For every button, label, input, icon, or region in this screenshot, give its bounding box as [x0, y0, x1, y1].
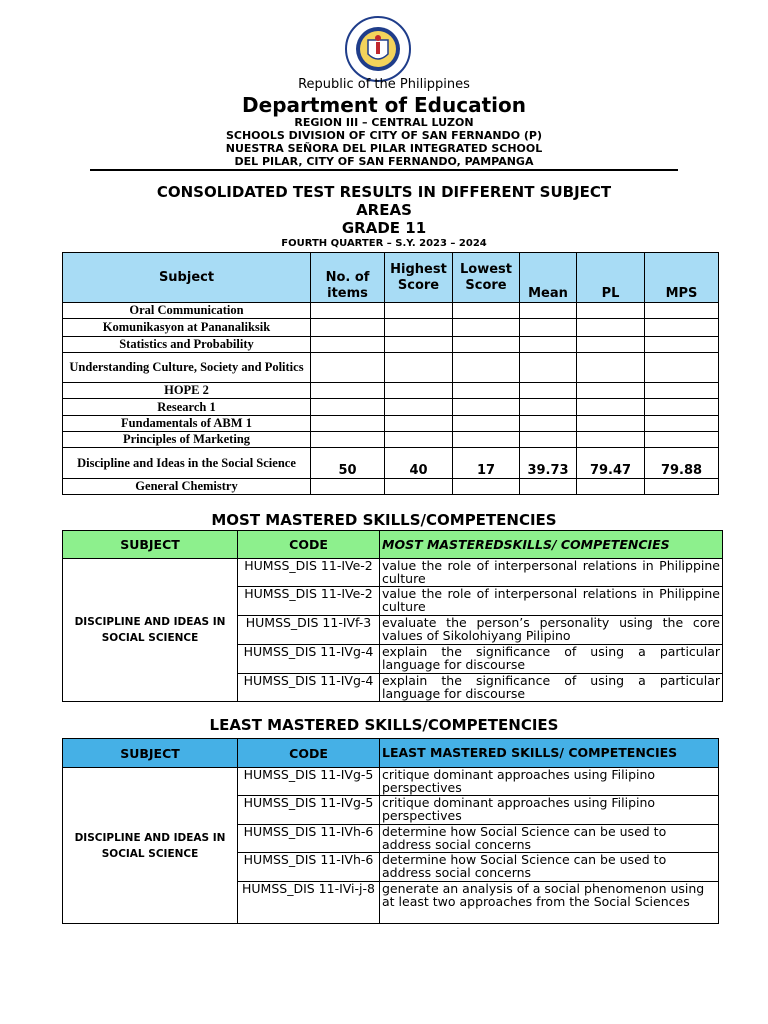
lm-header-competency: LEAST MASTERED SKILLS/ COMPETENCIES — [380, 739, 719, 768]
subject-cell: Discipline and Ideas in the Social Science — [63, 448, 311, 479]
mps-cell: 79.88 — [645, 448, 719, 479]
table-row — [63, 399, 719, 416]
lm-header-subject: SUBJECT — [63, 739, 238, 768]
mm-header-competency: MOST MASTEREDSKILLS/ COMPETENCIES — [380, 531, 723, 559]
code-cell: HUMSS_DIS 11-IVg-5 — [238, 768, 380, 796]
least-mastered-table — [62, 738, 719, 924]
lowest-cell — [453, 303, 520, 319]
most-mastered-table — [62, 530, 723, 702]
code-cell: HUMSS_DIS 11-IVe-2 — [238, 559, 380, 587]
header-pl: PL — [577, 253, 645, 303]
items-cell — [311, 337, 385, 353]
highest-cell: 40 — [385, 448, 453, 479]
code-cell: HUMSS_DIS 11-IVe-2 — [238, 587, 380, 616]
lowest-cell — [453, 479, 520, 495]
highest-cell — [385, 479, 453, 495]
lowest-cell — [453, 383, 520, 399]
items-cell — [311, 432, 385, 448]
mps-cell — [645, 479, 719, 495]
header-mean: Mean — [520, 253, 577, 303]
subject-cell: Oral Communication — [63, 303, 311, 319]
republic-line: Republic of the Philippines — [298, 77, 470, 92]
mean-cell — [520, 383, 577, 399]
subject-cell: Understanding Culture, Society and Politics — [63, 353, 311, 383]
header-items: No. of items — [311, 253, 385, 303]
items-cell — [311, 353, 385, 383]
mm-header-subject: SUBJECT — [63, 531, 238, 559]
competency-cell: explain the significance of using a particular language for discourse — [380, 645, 723, 674]
report-title-line1: CONSOLIDATED TEST RESULTS IN DIFFERENT SUBJECT — [156, 183, 612, 201]
highest-cell — [385, 432, 453, 448]
mps-cell — [645, 399, 719, 416]
competency-cell: critique dominant approaches using Filipino perspectives — [380, 768, 719, 796]
items-cell — [311, 303, 385, 319]
table-row — [63, 303, 719, 319]
lowest-cell — [453, 432, 520, 448]
pl-cell — [577, 479, 645, 495]
mean-cell — [520, 337, 577, 353]
pl-cell — [577, 303, 645, 319]
least-mastered-title: LEAST MASTERED SKILLS/COMPETENCIES — [209, 716, 559, 734]
code-cell: HUMSS_DIS 11-IVf-3 — [238, 616, 380, 645]
highest-cell — [385, 383, 453, 399]
competency-cell: determine how Social Science can be used to address social concerns — [380, 825, 719, 853]
lm-header-code: CODE — [238, 739, 380, 768]
subject-cell: DISCIPLINE AND IDEAS IN SOCIAL SCIENCE — [63, 768, 238, 924]
header-highest: Highest Score — [385, 253, 453, 303]
subject-cell: Statistics and Probability — [63, 337, 311, 353]
header-lowest: Lowest Score — [453, 253, 520, 303]
table-row — [63, 479, 719, 495]
quarter-label: FOURTH QUARTER – S.Y. 2023 – 2024 — [281, 238, 487, 249]
table-row — [63, 768, 719, 796]
highest-cell — [385, 337, 453, 353]
table-row — [63, 416, 719, 432]
most-mastered-title: MOST MASTERED SKILLS/COMPETENCIES — [211, 511, 557, 529]
items-cell — [311, 479, 385, 495]
grade-label: GRADE 11 — [341, 219, 427, 237]
mean-cell: 39.73 — [520, 448, 577, 479]
competency-cell: value the role of interpersonal relations in Philippine culture — [380, 559, 723, 587]
mps-cell — [645, 303, 719, 319]
mps-cell — [645, 319, 719, 337]
lowest-cell — [453, 319, 520, 337]
lowest-cell — [453, 353, 520, 383]
division-line: SCHOOLS DIVISION OF CITY OF SAN FERNANDO (P) — [225, 129, 543, 142]
report-title-line2: AREAS — [356, 201, 412, 219]
mean-cell — [520, 479, 577, 495]
mps-cell — [645, 337, 719, 353]
competency-cell: critique dominant approaches using Filipino perspectives — [380, 796, 719, 825]
subject-cell: Research 1 — [63, 399, 311, 416]
mean-cell — [520, 416, 577, 432]
table-row — [63, 383, 719, 399]
lowest-cell: 17 — [453, 448, 520, 479]
pl-cell — [577, 416, 645, 432]
mps-cell — [645, 416, 719, 432]
mps-cell — [645, 432, 719, 448]
items-cell — [311, 416, 385, 432]
table-row — [63, 353, 719, 383]
mean-cell — [520, 399, 577, 416]
region-line: REGION III – CENTRAL LUZON — [294, 116, 474, 129]
table-row — [63, 448, 719, 479]
pl-cell — [577, 353, 645, 383]
highest-cell — [385, 303, 453, 319]
code-cell: HUMSS_DIS 11-IVh-6 — [238, 825, 380, 853]
items-cell: 50 — [311, 448, 385, 479]
items-cell — [311, 383, 385, 399]
competency-cell: determine how Social Science can be used to address social concerns — [380, 853, 719, 882]
header-subject: Subject — [63, 253, 311, 303]
least-mastered-header-row — [63, 739, 719, 768]
mps-cell — [645, 383, 719, 399]
code-cell: HUMSS_DIS 11-IVh-6 — [238, 853, 380, 882]
code-cell: HUMSS_DIS 11-IVg-4 — [238, 674, 380, 702]
competency-cell: generate an analysis of a social phenomenon using at least two approaches from the Social Sciences — [380, 882, 719, 924]
code-cell: HUMSS_DIS 11-IVg-4 — [238, 645, 380, 674]
school-line: NUESTRA SEÑORA DEL PILAR INTEGRATED SCHOOL — [225, 142, 543, 155]
header-divider — [90, 169, 678, 171]
pl-cell — [577, 337, 645, 353]
highest-cell — [385, 319, 453, 337]
pl-cell: 79.47 — [577, 448, 645, 479]
competency-cell: evaluate the person’s personality using the core values of Sikolohiyang Pilipino — [380, 616, 723, 645]
highest-cell — [385, 416, 453, 432]
deped-seal — [339, 16, 417, 82]
subject-cell: Komunikasyon at Pananaliksik — [63, 319, 311, 337]
lowest-cell — [453, 416, 520, 432]
subject-cell: Principles of Marketing — [63, 432, 311, 448]
most-mastered-header-row — [63, 531, 723, 559]
items-cell — [311, 319, 385, 337]
mean-cell — [520, 353, 577, 383]
lowest-cell — [453, 399, 520, 416]
pl-cell — [577, 319, 645, 337]
subject-cell: General Chemistry — [63, 479, 311, 495]
subject-cell: Fundamentals of ABM 1 — [63, 416, 311, 432]
results-table — [62, 252, 719, 495]
table-row — [63, 432, 719, 448]
lowest-cell — [453, 337, 520, 353]
department-name: Department of Education — [242, 93, 526, 117]
pl-cell — [577, 399, 645, 416]
mean-cell — [520, 303, 577, 319]
highest-cell — [385, 353, 453, 383]
pl-cell — [577, 432, 645, 448]
table-row — [63, 337, 719, 353]
address-line: DEL PILAR, CITY OF SAN FERNANDO, PAMPANGA — [234, 155, 534, 168]
subject-cell: HOPE 2 — [63, 383, 311, 399]
mean-cell — [520, 319, 577, 337]
results-header-row — [63, 253, 719, 303]
mean-cell — [520, 432, 577, 448]
pl-cell — [577, 383, 645, 399]
competency-cell: value the role of interpersonal relations in Philippine culture — [380, 587, 723, 616]
subject-cell: DISCIPLINE AND IDEAS IN SOCIAL SCIENCE — [63, 559, 238, 702]
table-row — [63, 319, 719, 337]
competency-cell: explain the significance of using a particular language for discourse — [380, 674, 723, 702]
header-mps: MPS — [645, 253, 719, 303]
table-row — [63, 559, 723, 587]
code-cell: HUMSS_DIS 11-IVi-j-8 — [238, 882, 380, 924]
highest-cell — [385, 399, 453, 416]
mps-cell — [645, 353, 719, 383]
items-cell — [311, 399, 385, 416]
code-cell: HUMSS_DIS 11-IVg-5 — [238, 796, 380, 825]
mm-header-code: CODE — [238, 531, 380, 559]
